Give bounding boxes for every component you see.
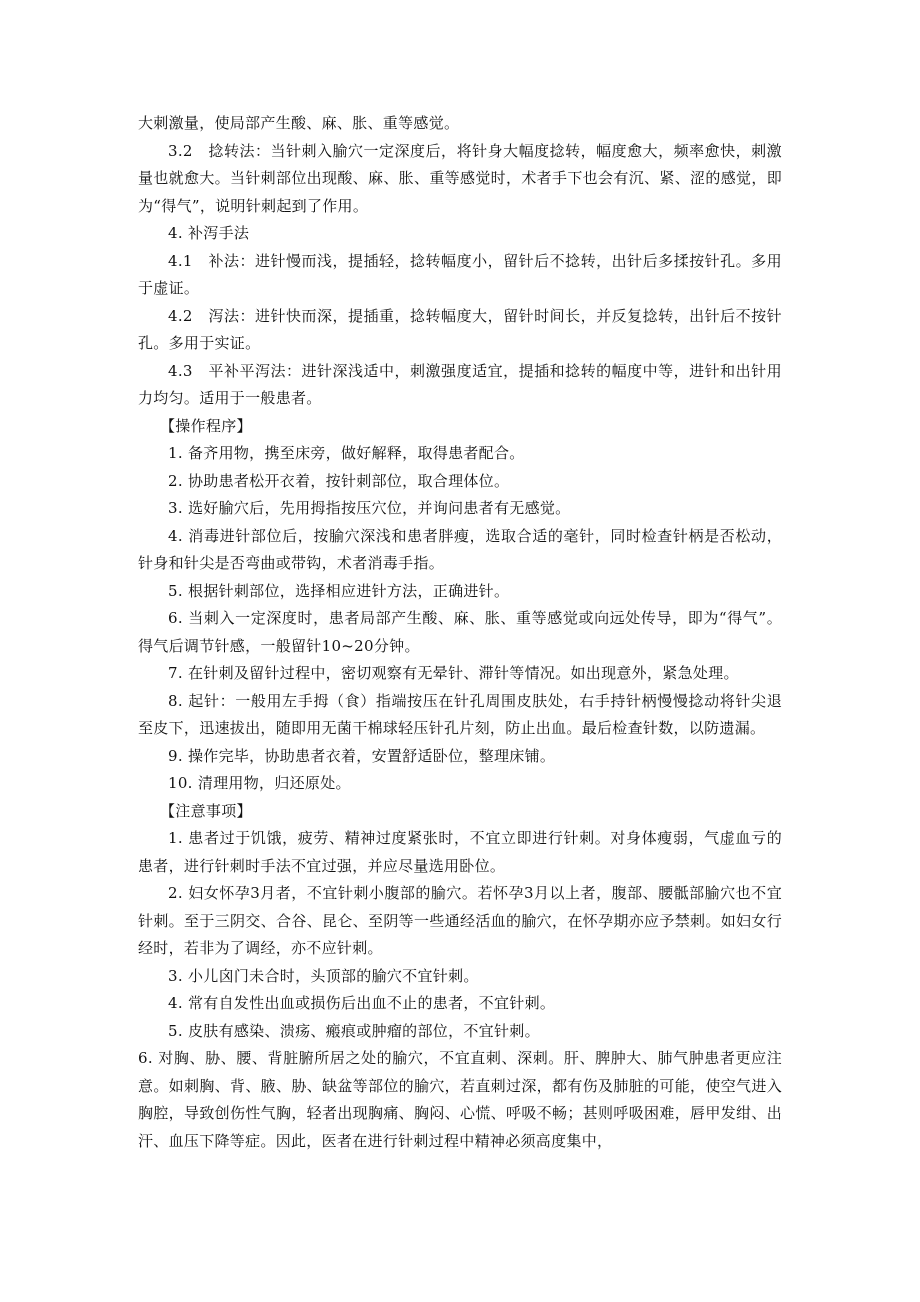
list-item: 4. 常有自发性出血或损伤后出血不止的患者，不宜针刺。: [168, 994, 556, 1012]
section-heading: 【注意事项】: [160, 801, 252, 820]
list-item: 8. 起针：一般用左手拇（食）指端按压在针孔周围皮肤处，右手持针柄慢慢捻动将针尖退至皮下，迅速拔出，随即用无菌干棉球轻压针孔片刻，防止出血。最后检查针数，以防遗漏。: [138, 691, 782, 737]
list-item: 1. 患者过于饥饿，疲劳、精神过度紧张时，不宜立即进行针刺。对身体瘦弱，气虚血亏的患者，进行针刺时手法不宜过强，并应尽量选用卧位。: [138, 829, 782, 875]
list-item: 10. 清理用物，归还原处。: [168, 774, 351, 792]
list-item: 6. 当刺入一定深度时，患者局部产生酸、麻、胀、重等感觉或向远处传导，即为“得气”。得气后调节针感，一般留针10~20分钟。: [138, 609, 782, 655]
list-item: 4. 消毒进针部位后，按腧穴深浅和患者胖瘦，选取合适的毫针，同时检查针柄是否松动，针身和针尖是否弯曲或带钩，术者消毒手指。: [138, 526, 782, 572]
list-item: 2. 协助患者松开衣着，按针刺部位，取合理体位。: [168, 471, 510, 490]
list-item: 7. 在针刺及留针过程中，密切观察有无晕针、滞针等情况。如出现意外，紧急处理。: [168, 664, 739, 682]
paragraph: 大刺激量，使局部产生酸、麻、胀、重等感觉。: [138, 114, 460, 132]
paragraph: 3.2 捻转法：当针刺入腧穴一定深度后，将针身大幅度捻转，幅度愈大，频率愈快，刺激量也就愈大。当针刺部位出现酸、麻、胀、重等感觉时，术者手下也会有沉、紧、涩的感觉，即为“得气”，说明针刺起到了作用。: [138, 141, 782, 215]
section-heading: 4. 补泻手法: [168, 224, 250, 242]
list-item: 9. 操作完毕，协助患者衣着，安置舒适卧位，整理床铺。: [168, 746, 556, 765]
list-item: 3. 选好腧穴后，先用拇指按压穴位，并询问患者有无感觉。: [168, 499, 571, 517]
list-item: 5. 根据针刺部位，选择相应进针方法，正确进针。: [168, 581, 510, 600]
list-item: 5. 皮肤有感染、溃疡、瘢痕或肿瘤的部位，不宜针刺。: [168, 1021, 540, 1040]
paragraph: 4.1 补法：进针慢而浅，提插轻，捻转幅度小，留针后不捻转，出针后多揉按针孔。多用于虚证。: [138, 251, 782, 297]
list-item: 3. 小儿囟门未合时，头顶部的腧穴不宜针刺。: [168, 966, 479, 985]
list-item: 1. 备齐用物，携至床旁，做好解释，取得患者配合。: [168, 444, 525, 462]
list-item: 2. 妇女怀孕3月者，不宜针刺小腹部的腧穴。若怀孕3月以上者，腹部、腰骶部腧穴也不宜针刺。至于三阴交、合谷、昆仑、至阴等一些通经活血的腧穴，在怀孕期亦应予禁刺。如妇女行经时，若非为了调经，亦不应针刺。: [138, 884, 782, 957]
paragraph: 4.3 平补平泻法：进针深浅适中，刺激强度适宜，提插和捻转的幅度中等，进针和出针用力均匀。适用于一般患者。: [138, 361, 782, 407]
section-heading: 【操作程序】: [160, 416, 252, 435]
paragraph: 4.2 泻法：进针快而深，提插重，捻转幅度大，留针时间长，并反复捻转，出针后不按针孔。多用于实证。: [138, 306, 782, 352]
list-item: 6. 对胸、胁、腰、背脏腑所居之处的腧穴，不宜直刺、深刺。肝、脾肿大、肺气肿患者更应注意。如刺胸、背、腋、胁、缺盆等部位的腧穴，若直刺过深，都有伤及肺脏的可能，使空气进入胸腔，导致创伤性气胸，轻者出现胸痛、胸闷、心慌、呼吸不畅；甚则呼吸困难，唇甲发绀、出汗、血压下降等症。因此，医者在进行针刺过程中精神必须高度集中，: [138, 1049, 782, 1150]
